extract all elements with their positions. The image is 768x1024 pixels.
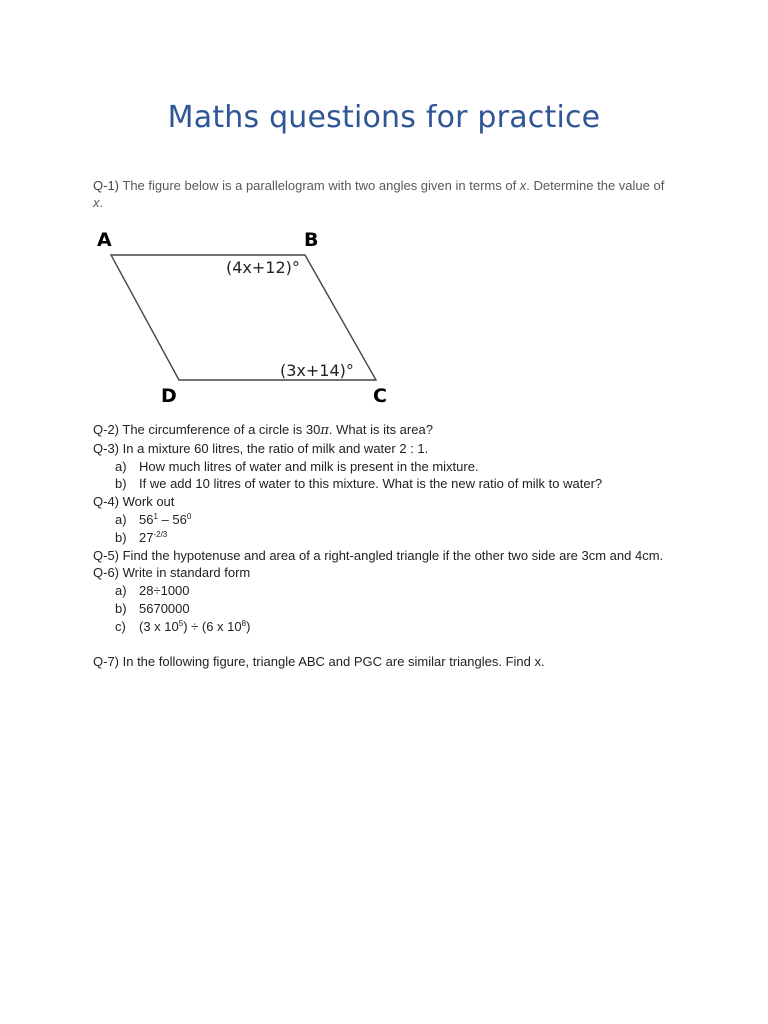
blank-line: [93, 636, 693, 654]
pi-symbol: π: [320, 423, 329, 438]
q1-text-2: . Determine the value of: [526, 178, 665, 193]
q3-item-a-label: a): [115, 458, 127, 474]
q6-item-c: [93, 618, 693, 636]
parallelogram-figure: [93, 225, 398, 410]
q1-prefix: Q-1): [93, 178, 119, 193]
q6-item-a-label: a): [115, 583, 127, 599]
page-title: Maths questions for practice: [167, 100, 601, 135]
q1-var: x: [519, 178, 527, 193]
q4-a-base: 56: [139, 511, 154, 527]
question-5: Q-5) Find the hypotenuse and area of a right-angled triangle if the other two side are 3cm and 4cm.: [93, 547, 664, 563]
q4-b-base: 27: [139, 529, 154, 545]
q6-c-part3: ): [246, 618, 251, 634]
vertex-a-label: A: [97, 229, 112, 251]
q6-c-part2: ) ÷ (6 x 10: [183, 618, 242, 634]
q4-a-exp2: 0: [186, 511, 192, 521]
vertex-d-label: D: [161, 385, 177, 407]
q6-item-b-label: b): [115, 600, 127, 616]
q6-c-exp1: 5: [178, 618, 184, 628]
q3-item-b: [93, 475, 693, 493]
q2-suffix: . What is its area?: [328, 422, 433, 437]
q3-item-b-text: If we add 10 litres of water to this mixture. What is the new ratio of milk to water?: [139, 476, 603, 492]
q4-item-a: [93, 511, 693, 529]
question-2: [93, 421, 693, 440]
q3-item-a-text: How much litres of water and milk is present in the mixture.: [139, 458, 479, 474]
q6-item-c-label: c): [115, 618, 126, 634]
question-6: Q-6) Write in standard form: [93, 565, 251, 581]
question-4: Q-4) Work out: [93, 494, 175, 510]
q3-item-b-label: b): [115, 476, 127, 492]
q6-c-exp2: 8: [241, 618, 247, 628]
q4-a-mid: – 56: [157, 511, 187, 527]
q4-b-exp: -2/3: [153, 529, 168, 539]
q6-item-a: [93, 582, 693, 600]
question-1: [93, 177, 673, 211]
q1-text-1: The figure below is a parallelogram with two angles given in terms of: [119, 178, 520, 193]
angle-c-label: (3x+14)°: [280, 361, 354, 380]
q6-c-part1: (3 x 10: [139, 618, 179, 634]
q4-a-exp1: 1: [153, 511, 158, 521]
q3-item-a: [93, 458, 693, 476]
q4-item-b-label: b): [115, 529, 127, 545]
question-3: Q-3) In a mixture 60 litres, the ratio of milk and water 2 : 1.: [93, 440, 429, 456]
question-7: Q-7) In the following figure, triangle ABC and PGC are similar triangles. Find x.: [93, 654, 545, 670]
q6-item-b: [93, 600, 693, 618]
q6-item-b-text: 5670000: [139, 600, 190, 616]
vertex-c-label: C: [373, 385, 387, 407]
q1-var-2: x: [93, 195, 100, 210]
vertex-b-label: B: [304, 229, 319, 251]
q4-item-b: [93, 529, 693, 547]
q1-end: .: [99, 195, 104, 210]
q2-text: Q-2) The circumference of a circle is 30: [93, 422, 321, 437]
q6-item-a-text: 28÷1000: [139, 583, 190, 599]
angle-b-label: (4x+12)°: [226, 258, 300, 277]
questions-list: [93, 421, 693, 671]
q4-item-a-label: a): [115, 511, 127, 527]
